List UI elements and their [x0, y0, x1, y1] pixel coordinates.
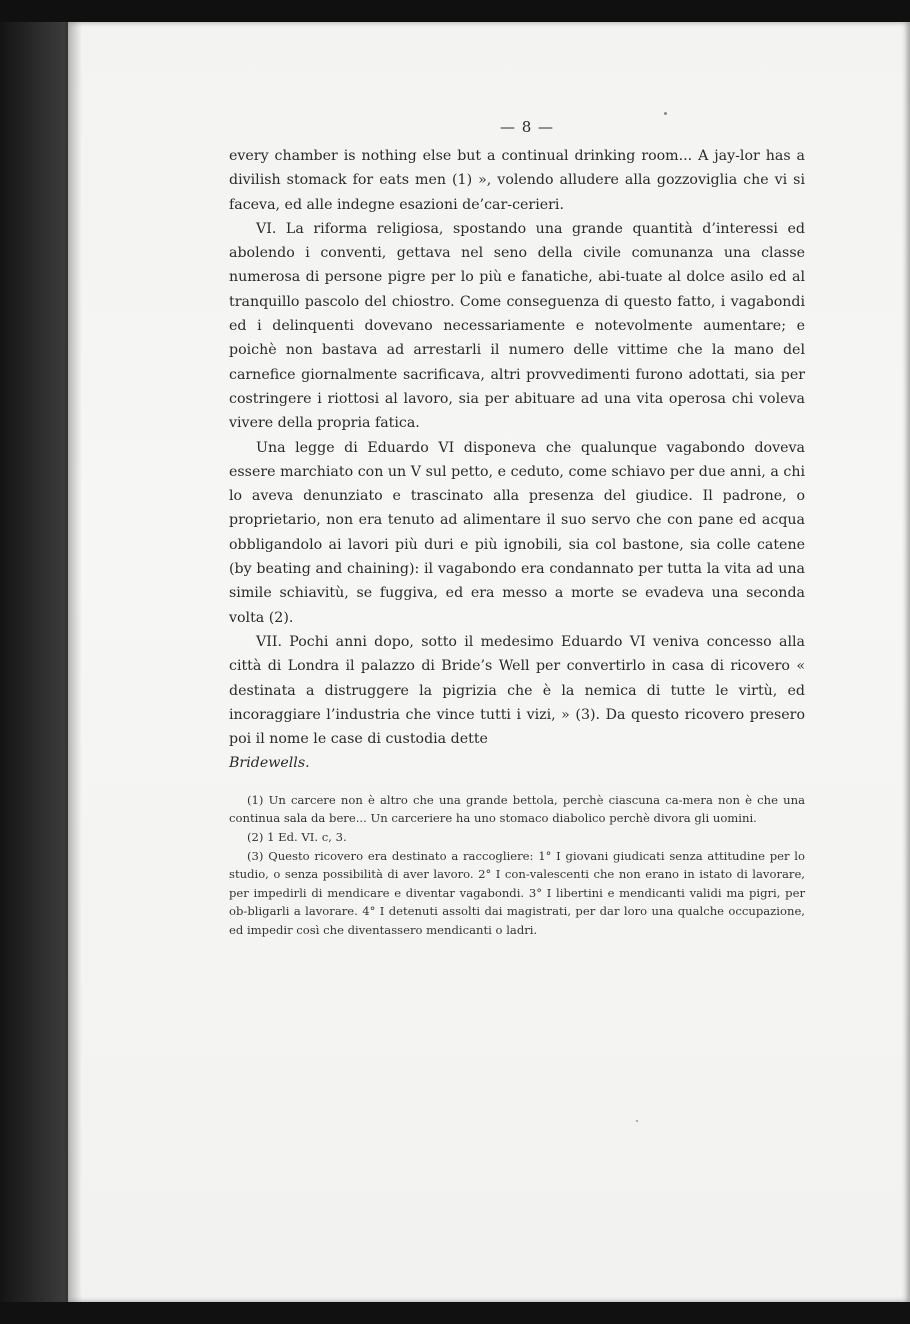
page-number: — 8 — [499, 118, 555, 136]
page-binding-shadow [68, 22, 82, 1302]
scan-top-edge [0, 0, 910, 22]
italic-term-bridewells: Bridewells. [229, 755, 310, 772]
paragraph-eduardo-law: Una legge di Eduardo VI disponeva che qualunque vagabondo doveva essere marchiato con un V sul petto, e ceduto, come schiavo per due anni, a chi lo aveva denunziato e trascinato alla presenza del giudice. Il padrone, o proprietario, non era tenuto ad alimentare il suo servo che con pane ed acqua obbligandolo ai lavori più duri e più ignobili, sia col bastone, sia colle catene (by beating and chaining): il vagabondo era condannato per tutta la vita ad una simile schiavitù, se fuggiva, ed era messo a morte se evadeva una seconda volta (2). [229, 439, 805, 626]
footnote-1: (1) Un carcere non è altro che una grande bettola, perchè ciascuna ca-mera non è che una continua sala da bere... Un carceriere ha uno stomaco diabolico perchè divora gli uomini. [229, 792, 805, 826]
scan-bottom-edge [0, 1302, 910, 1324]
page-content [229, 118, 805, 939]
footnote-2: (2) 1 Ed. VI. c, 3. [247, 829, 347, 844]
dust-speck [664, 112, 667, 115]
paragraph-section-vii: VII. Pochi anni dopo, sotto il medesimo Eduardo VI veniva concesso alla città di Londra il palazzo di Bride’s Well per convertirlo in casa di ricovero « destinata a distruggere la pigrizia che è la nemica di tutte le virtù, ed incoraggiare l’industria che vince tutti i vizi, » (3). Da questo ricovero presero poi il nome le case di custodia dette [229, 633, 805, 748]
dust-speck [636, 1120, 638, 1122]
paragraph-continuation: every chamber is nothing else but a continual drinking room... A jay-lor has a divilish stomack for eats men (1) », volendo alludere alla gozzoviglia che vi si faceva, ed alle indegne esazioni de’car-cerieri. [229, 148, 805, 213]
paragraph-section-vi: VI. La riforma religiosa, spostando una grande quantità d’interessi ed abolendo i conventi, gettava nel seno della civile comunanza una classe numerosa di persone pigre per lo più e fanatiche, abi-tuate al dolce asilo ed al tranquillo pascolo del chiostro. Come conseguenza di questo fatto, i vagabondi ed i delinquenti dovevano necessariamente e notevolmente aumentare; e poichè non bastava ad arrestarli il numero delle vittime che la mano del carnefice giornalmente sacrificava, altri provvedimenti furono adottati, sia per costringere i riottosi al lavoro, sia per abituare ad una vita operosa chi voleva vivere della propria fatica. [229, 220, 805, 432]
footnotes [229, 791, 805, 940]
footnote-3: (3) Questo ricovero era destinato a raccogliere: 1° I giovani giudicati senza attitudine per lo studio, o senza possibilità di aver lavoro. 2° I con-valescenti che non erano in istato di lavorare, per impedirli di mendicare e diventar vagabondi. 3° I libertini e mendicanti validi ma pigri, per ob-bligarli a lavorare. 4° I detenuti assolti dai magistrati, per dar loro una qualche occupazione, ed impedir così che diventassero mendicanti o ladri. [229, 848, 805, 937]
